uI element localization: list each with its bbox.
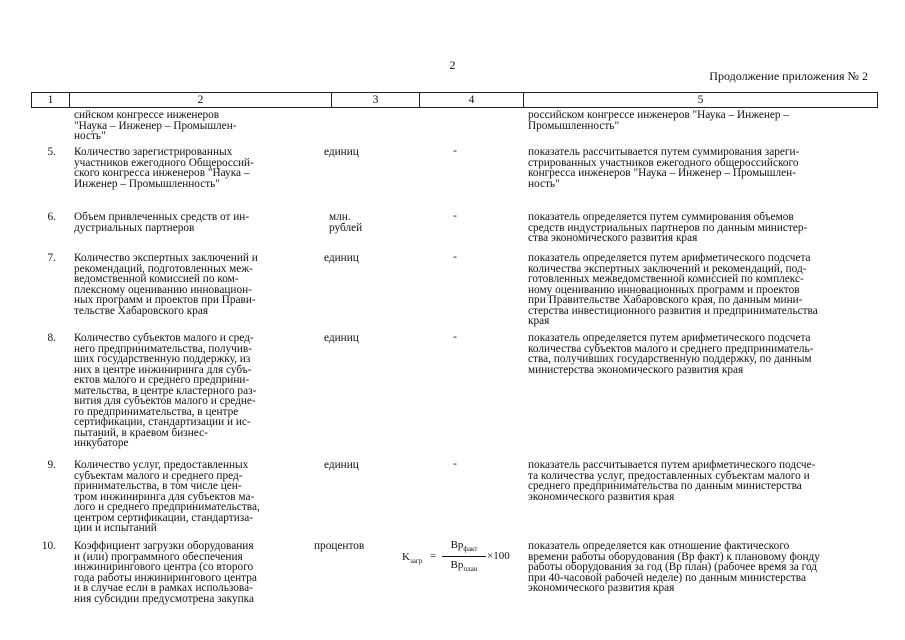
indicator-name: мательства, в центре кластерного раз- [74, 384, 257, 397]
continued-indicator-text: ность" [74, 130, 106, 142]
header-col-3: 3 [332, 93, 420, 107]
calculation-method: конгресса инженеров "Наука – Инженер – Промышлен- [528, 167, 796, 179]
indicator-name: сертификации, стандартизации и ис- [74, 416, 251, 428]
header-col-1: 1 [32, 93, 70, 107]
base-value: - [453, 210, 457, 222]
formula-k: $K_{загр}$ [402, 551, 423, 566]
continuation-label: Продолжение приложения № 2 [709, 69, 868, 83]
indicator-name: лого и среднего предпринимательства, [74, 501, 260, 513]
indicator-name: ших государственную поддержку, из [74, 353, 251, 365]
indicator-name: Количество услуг, предоставленных [74, 459, 249, 471]
page-number: 2 [449, 58, 456, 72]
base-value: - [453, 145, 457, 157]
indicator-name: го предпринимательства, в центре [74, 405, 239, 418]
indicator-name: дустриальных партнеров [74, 221, 195, 234]
base-value: - [453, 458, 457, 470]
indicator-name: года работы инжинирингового центра [74, 571, 257, 584]
calculation-method: та количества услуг, предоставленных субъектам малого и [528, 469, 810, 482]
unit-of-measure: единиц [324, 332, 359, 344]
row-number: 8. [47, 332, 56, 344]
header-col-2: 2 [70, 93, 332, 107]
unit-of-measure: единиц [324, 146, 359, 158]
calculation-method: при 40-часовой рабочей неделе) по данным министерства [528, 571, 806, 584]
calculation-method: количества экспертных заключений и рекомендаций, под- [528, 262, 807, 275]
indicator-name: ского конгресса инженеров "Наука – [74, 167, 250, 179]
calculation-method: ства экономического развития края [528, 232, 698, 244]
indicator-name: них в центре инжиниринга для субъ- [74, 363, 252, 376]
indicator-name: ния субсидии предусмотрена закупка [74, 592, 255, 605]
indicator-name: принимательства, в том числе цен- [74, 480, 242, 492]
calculation-method: времени работы оборудования (Вр факт) к плановому фонду [528, 550, 820, 563]
indicator-name: рекомендаций, подготовленных меж- [74, 262, 253, 275]
calculation-method: ства, получивших государственную поддержку, по данным [528, 353, 812, 365]
calculation-method: средств индустриальных партнеров по данным министер- [528, 221, 808, 234]
calculation-method: экономического развития края [528, 490, 675, 503]
indicator-name: инкубаторе [74, 437, 129, 449]
continued-method-text: Промышленность" [528, 119, 620, 132]
indicator-name: Количество экспертных заключений и [74, 252, 258, 264]
indicator-name: Количество зарегистрированных [74, 146, 233, 158]
indicator-name: участников ежегодного Общероссий- [74, 156, 254, 169]
formula-denominator: $Вр_{план}$ [450, 559, 478, 574]
calculation-method: количества субъектов малого и среднего предприниматель- [528, 342, 814, 355]
continued-indicator-text: сийском конгрессе инженеров [74, 109, 220, 121]
calculation-method: края [528, 315, 550, 327]
indicator-name: тром инжиниринга для субъектов ма- [74, 490, 255, 503]
indicator-name: тельстве Хабаровского края [74, 304, 209, 317]
indicator-name: Коэффициент загрузки оборудования [74, 540, 254, 552]
calculation-method: работы оборудования за год (Вр план) (рабочее время за год [528, 561, 818, 573]
header-col-5: 5 [697, 94, 704, 106]
unit-of-measure: млн. [329, 211, 351, 223]
base-value: - [453, 331, 457, 343]
calculation-method: при Правительстве Хабаровского края, по данным мини- [528, 294, 803, 306]
row-number: 10. [41, 540, 56, 552]
calculation-method: ному оцениванию инновационных программ и проектов [528, 283, 800, 296]
calculation-method: стрированных участников ежегодного общероссийского [528, 156, 799, 169]
indicator-name: инжинирингового центра (со второго [74, 561, 254, 573]
row-number: 9. [47, 459, 56, 471]
indicator-name: Инженер – Промышленность" [74, 177, 220, 190]
indicator-name: и (или) программного обеспечения [74, 550, 243, 563]
unit-of-measure: единиц [324, 459, 359, 471]
calculation-method: показатель определяется путем арифметического подсчета [528, 252, 811, 264]
unit-of-measure: рублей [329, 221, 363, 234]
indicator-name: и в случае если в рамках использова- [74, 582, 253, 594]
indicator-name: Объем привлеченных средств от ин- [74, 211, 250, 223]
indicator-name: него предпринимательства, получив- [74, 342, 253, 355]
indicator-name: центром сертификации, стандартиза- [74, 511, 253, 524]
table-header [31, 92, 878, 108]
formula-numerator: $Вр_{факт}$ [450, 539, 478, 554]
load-factor-formula [402, 537, 522, 577]
unit-of-measure: процентов [314, 540, 365, 552]
calculation-method: показатель рассчитывается путем суммирования зареги- [528, 146, 800, 158]
row-number: 5. [47, 146, 56, 158]
indicator-name: вития для субъектов малого и средне- [74, 395, 256, 407]
calculation-method: показатель определяется как отношение фактического [528, 540, 790, 552]
indicator-name: Количество субъектов малого и сред- [74, 332, 254, 344]
continued-method-text: российском конгрессе инженеров "Наука – Инженер – [528, 109, 790, 121]
unit-of-measure: единиц [324, 252, 359, 264]
indicator-name: субъектам малого и среднего пред- [74, 469, 243, 482]
base-value: - [453, 251, 457, 263]
formula-fraction-bar [442, 556, 486, 557]
row-number: 7. [47, 252, 56, 264]
calculation-method: министерства экономического развития края [528, 363, 744, 376]
indicator-name: плексному оцениванию инновацион- [74, 283, 252, 296]
indicator-name: ведомственной комиссией по ком- [74, 273, 239, 285]
calculation-method: показатель определяется путем суммирования объемов [528, 211, 794, 223]
calculation-method: готовленных межведомственной комиссией по комплекс- [528, 273, 804, 285]
calculation-method: стерства инвестиционного развития и предпринимательства [528, 304, 818, 317]
indicator-name: ции и испытаний [74, 522, 157, 534]
indicator-name: ных программ и проектов при Прави- [74, 294, 256, 306]
formula-multiplier: ×100 [487, 550, 510, 562]
calculation-method: ность" [528, 177, 560, 190]
formula-equals: = [430, 550, 437, 562]
row-number: 6. [47, 211, 56, 223]
continued-indicator-text: "Наука – Инженер – Промышлен- [74, 119, 237, 132]
calculation-method: экономического развития края [528, 582, 675, 594]
indicator-name: пытаний, в краевом бизнес- [74, 426, 208, 439]
calculation-method: показатель определяется путем арифметического подсчета [528, 332, 811, 344]
header-col-4: 4 [420, 93, 524, 107]
indicator-name: ектов малого и среднего предприни- [74, 374, 250, 386]
calculation-method: показатель рассчитывается путем арифметического подсче- [528, 459, 816, 471]
calculation-method: среднего предпринимательства по данным министерства [528, 480, 802, 492]
